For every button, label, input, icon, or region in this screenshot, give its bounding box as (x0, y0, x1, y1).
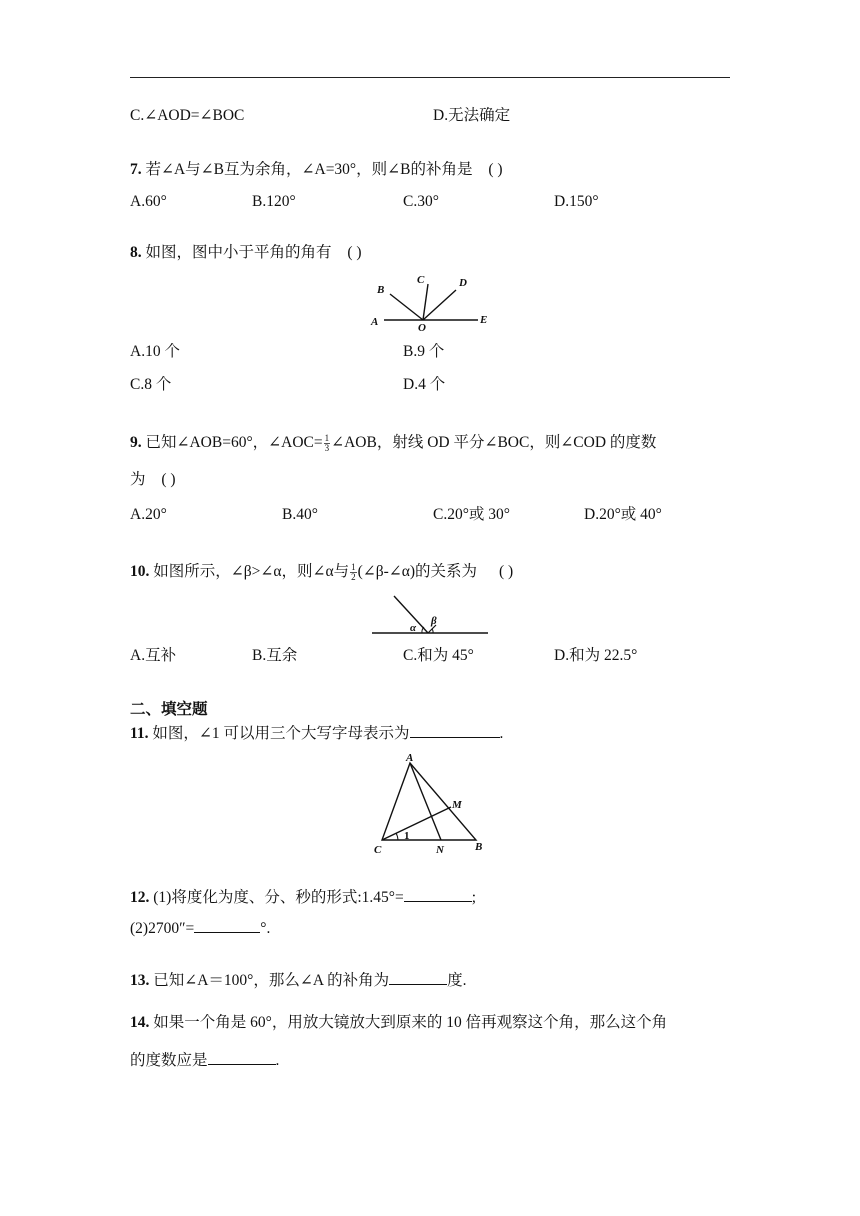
q8-number: 8. (130, 244, 142, 261)
q10-label-beta: β (431, 615, 437, 627)
q12-text-line2: (2)2700″= (130, 920, 195, 937)
q13-end: 度. (447, 972, 467, 989)
q12-line1 (130, 887, 476, 908)
q7-answer-paren: ( ) (488, 161, 503, 178)
q10-option-a: A.互补 (130, 647, 177, 664)
q12-text-line1: (1)将度化为度、分、秒的形式:1.45°= (153, 889, 404, 906)
q8-answer-paren: ( ) (347, 244, 362, 261)
q7-option-b: B.120° (252, 193, 296, 210)
q14-line1 (130, 1013, 667, 1033)
q10-text-part1: 如图所示，∠β>∠α，则∠α与 (153, 563, 350, 580)
q8-label-e: E (480, 314, 488, 326)
q12-answer-blank-2[interactable] (194, 918, 260, 933)
q10-number: 10. (130, 563, 150, 580)
q9-option-a: A.20° (130, 506, 167, 523)
q9-stem-line2 (130, 470, 176, 490)
q10-option-d: D.和为 22.5° (554, 647, 638, 664)
q10-fraction (350, 563, 357, 582)
q8-label-c: C (417, 274, 425, 286)
q9-fraction-numerator: 1 (324, 432, 330, 443)
q9-option-d: D.20°或 40° (584, 506, 662, 523)
q11-figure (368, 750, 492, 860)
q7-text: 若∠A与∠B互为余角，∠A=30°，则∠B的补角是 (145, 161, 473, 178)
q13-text: 已知∠A＝100°，那么∠A 的补角为 (153, 972, 390, 989)
q13-number: 13. (130, 972, 150, 989)
q9-fraction-denominator: 3 (324, 442, 330, 453)
q12-line2 (130, 918, 270, 939)
q14-line2 (130, 1050, 279, 1071)
q14-text-line2: 的度数应是 (130, 1052, 208, 1069)
q8-text: 如图，图中小于平角的角有 (145, 244, 332, 261)
q10-fraction-denominator: 2 (351, 571, 356, 582)
q11-label-c: C (374, 844, 382, 856)
q8-label-b: B (377, 284, 385, 296)
q8-figure (360, 268, 500, 332)
q6-option-c: C.∠AOD=∠BOC (130, 107, 245, 124)
q14-answer-blank[interactable] (208, 1050, 276, 1065)
q13-stem (130, 970, 466, 991)
q9-answer-paren: ( ) (161, 471, 176, 488)
q10-answer-paren: ( ) (498, 563, 514, 580)
q7-stem (130, 160, 503, 180)
q8-label-a: A (371, 316, 379, 328)
q10-label-alpha: α (410, 622, 417, 634)
q11-number: 11. (130, 725, 149, 742)
q10-fraction-numerator: 1 (351, 561, 356, 572)
q11-answer-blank[interactable] (410, 723, 500, 738)
q12-number: 12. (130, 889, 150, 906)
q8-label-o: O (418, 322, 426, 332)
q11-stem (130, 723, 503, 744)
q6-option-d: D.无法确定 (433, 107, 511, 124)
q9-text-part1: 已知∠AOB=60°，∠AOC= (145, 434, 323, 451)
header-rule (130, 77, 730, 78)
q9-text-line2: 为 (130, 471, 146, 488)
q9-option-b: B.40° (282, 506, 318, 523)
q12-line1-end: ; (471, 889, 477, 906)
q8-option-b: B.9 个 (403, 343, 445, 360)
q8-option-a: A.10 个 (130, 343, 180, 360)
q12-line2-end: °. (260, 920, 271, 937)
q11-end: . (499, 725, 504, 742)
q11-label-1: 1 (404, 830, 410, 842)
q9-number: 9. (130, 434, 142, 451)
q9-fraction (324, 434, 331, 453)
q14-number: 14. (130, 1014, 150, 1031)
q9-stem (130, 433, 656, 453)
q13-answer-blank[interactable] (389, 970, 447, 985)
q8-label-d: D (459, 277, 467, 289)
q9-option-c: C.20°或 30° (433, 506, 510, 523)
q7-option-a: A.60° (130, 193, 167, 210)
q12-answer-blank-1[interactable] (404, 887, 472, 902)
q7-option-c: C.30° (403, 193, 439, 210)
q9-text-part2: ∠AOB，射线 OD 平分∠BOC，则∠COD 的度数 (331, 434, 657, 451)
q8-option-c: C.8 个 (130, 376, 172, 393)
section-title-fill-in: 二、填空题 (130, 701, 208, 718)
q14-text-line1: 如果一个角是 60°，用放大镜放大到原来的 10 倍再观察这个角，那么这个角 (153, 1014, 668, 1031)
q14-end: . (275, 1052, 280, 1069)
q7-option-d: D.150° (554, 193, 599, 210)
q11-label-a: A (406, 752, 414, 764)
q11-label-n: N (436, 844, 444, 856)
q7-number: 7. (130, 161, 142, 178)
q11-label-b: B (475, 841, 483, 853)
q8-option-d: D.4 个 (403, 376, 446, 393)
q10-option-c: C.和为 45° (403, 647, 474, 664)
q8-stem (130, 243, 362, 263)
q11-text: 如图，∠1 可以用三个大写字母表示为 (152, 725, 410, 742)
q10-figure (368, 588, 492, 638)
q11-label-m: M (452, 799, 462, 811)
q10-option-b: B.互余 (252, 647, 298, 664)
q10-text-part2: (∠β-∠α)的关系为 (357, 563, 478, 580)
q10-stem (130, 562, 513, 582)
